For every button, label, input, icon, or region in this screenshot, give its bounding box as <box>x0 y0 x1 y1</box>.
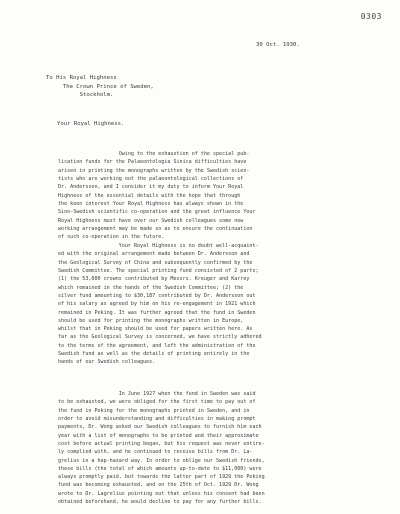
text-line: cost before actual printing began, but his request was never entire- <box>58 440 265 447</box>
text-line: to the terms of the agreement, and left the administration of the <box>58 342 256 349</box>
text-line: remained in Peking. It was further agreed that the fund in Sweden <box>58 309 256 316</box>
text-line: arisen in printing the monographs written by the Swedish scien- <box>58 167 250 174</box>
text-line: always promptly paid, but towards the latter part of 1929 the Peking <box>58 474 265 481</box>
text-line: tists who are working out the palaeontological collections of <box>58 175 244 182</box>
text-line: Royal Highness must have over our Swedish colleagues some new <box>58 217 244 224</box>
text-line: to be exhausted, we were obliged for the first time to pay out of <box>58 399 256 406</box>
text-line: silver fund amounting to $30,187 contributed by Dr. Andersson out <box>58 292 256 299</box>
text-line: Swedish Committee. The special printing fund consisted of 2 parts; <box>58 267 259 274</box>
body-paragraph-3 <box>58 390 265 506</box>
body-paragraph-2 <box>58 242 262 367</box>
address-line: Stockholm. <box>46 92 114 99</box>
text-line: of his salary as agreed by him on his re-engagement in 1921 which <box>58 301 256 308</box>
text-line: fund was becoming exhausted, and on the 25th of Oct. 1929 Dr. Wong <box>58 482 259 489</box>
text-line: ly complied with, and he continued to receive bills from Dr. La- <box>58 449 253 456</box>
text-line: ed with the original arrangement made between Dr. Andersson and <box>58 251 250 258</box>
text-line: should be used for printing the monographs written in Europe, <box>58 317 244 324</box>
letter-date: 30 Oct. 1930. <box>256 42 300 48</box>
text-line: year with a list of monographs to be printed and their approximate <box>58 432 259 439</box>
text-line: whilst that in Peking should be used for papers written here. As <box>58 326 253 333</box>
body-paragraph-1 <box>58 150 256 241</box>
text-line: lication funds for the Palaeontologia Sinica difficulties have <box>58 159 247 166</box>
text-line: obtained beforehand, he would decline to pay for any further bills. <box>58 499 262 506</box>
text-line: Highness of the essential details with the hope that through <box>58 192 241 199</box>
address-line: The Crown Prince of Sweden, <box>46 83 154 90</box>
text-line: Swedish fund as well as the details of printing entirely in the <box>58 351 250 358</box>
page-number: 0303 <box>360 12 382 21</box>
text-line: which remained in the hands of the Swedish Committee; (2) the <box>58 284 244 291</box>
text-line: Owing to the exhaustion of the special pub- <box>58 151 250 157</box>
text-line: order to avoid misunderstanding and difficulties in making prompt <box>58 415 256 422</box>
address-line: To His Royal Highness <box>46 75 117 81</box>
text-line: hands of our Swedish colleagues. <box>58 359 156 366</box>
salutation: Your Royal Highness. <box>57 121 125 127</box>
text-line: Dr. Andersson, and I consider it my duty to inform Your Royal <box>58 184 244 191</box>
text-line: (1) the 53,000 crowns contributed by Messrs. Kreuger and Karrey <box>58 276 250 283</box>
text-line: the Geological Survey of China and subsequently confirmed by the <box>58 259 253 266</box>
text-line: working arrangement may be made so as to ensure the continuation <box>58 225 253 232</box>
text-line: the fund in Peking for the monographs printed in Sweden, and in <box>58 407 250 414</box>
text-line: In June 1927 when the fund in Sweden was said <box>58 391 256 397</box>
text-line: Sino-Swedish scientific co-operation and the great influence Your <box>58 209 256 216</box>
text-line: the keen interest Your Royal Highness has always shown in the <box>58 200 244 207</box>
text-line: of such co-operation in the future. <box>58 234 165 241</box>
text-line: far as the Geological Survey is concerned, we have strictly adhered <box>58 334 262 341</box>
text-line: these bills (the total of which amounts up-to-date to $11,000) were <box>58 465 262 472</box>
text-line: Your Royal Highness is no doubt well-acquaint- <box>58 243 259 249</box>
text-line: grelius in a hap-hazard way. In order to oblige our Swedish friends, <box>58 457 265 464</box>
recipient-address <box>46 74 154 100</box>
text-line: payments, Dr. Wong asked our Swedish colleagues to furnish him each <box>58 424 262 431</box>
text-line: wrote to Dr. Lagrelius pointing out that unless his consent had been <box>58 490 265 497</box>
